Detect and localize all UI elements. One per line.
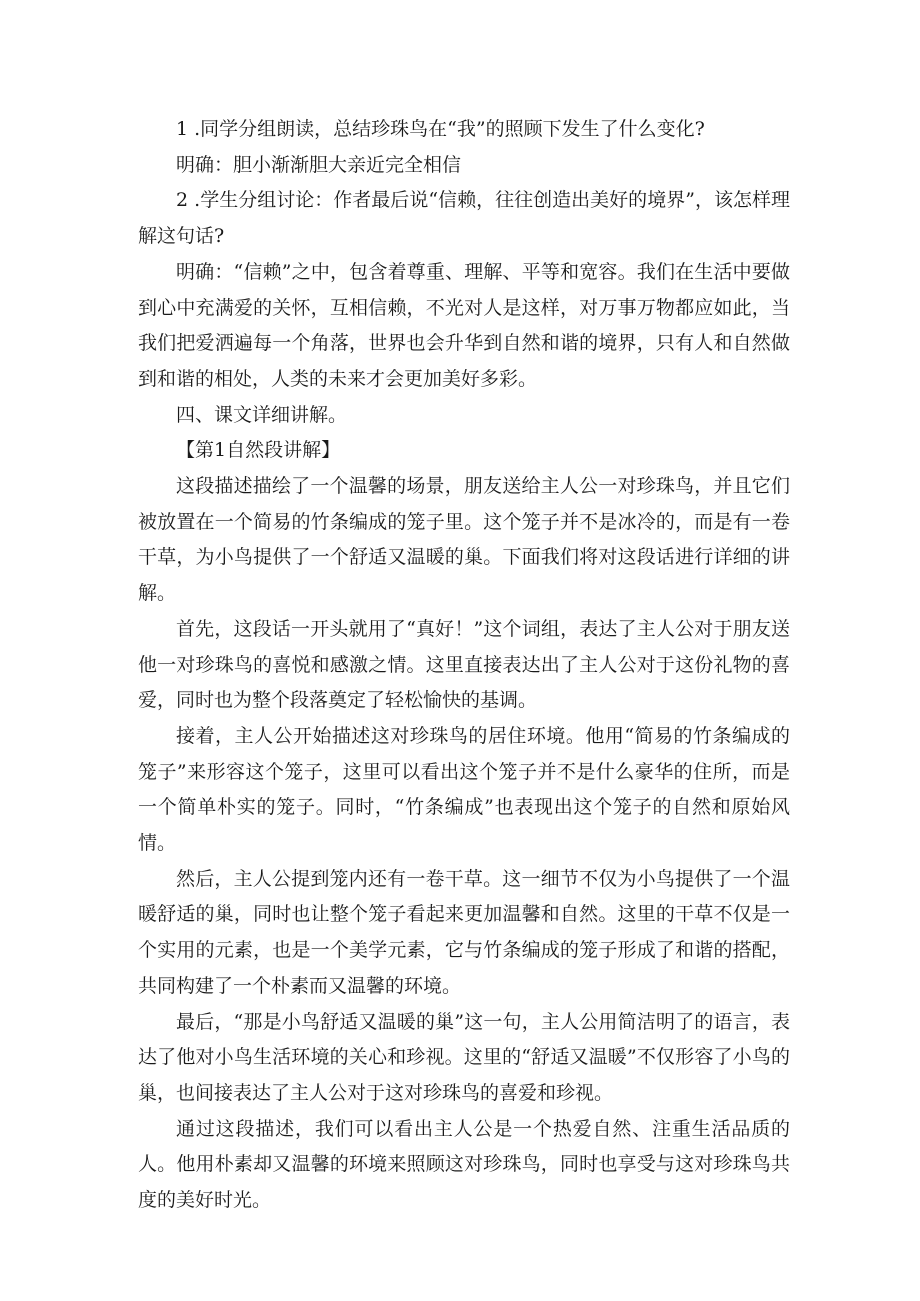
paragraph-intro: 这段描述描绘了一个温馨的场景，朋友送给主人公一对珍珠鸟，并且它们被放置在一个简易的竹条编成的笼子里。这个笼子并不是冰冷的，而是有一卷干草，为小鸟提供了一个舒适又温暖的巢。下面我们将对这段话进行详细的讲解。 <box>138 475 790 605</box>
document-page <box>138 112 790 1219</box>
question-1: 1 .同学分组朗读，总结珍珠鸟在“我”的照顾下发生了什么变化? <box>176 118 705 140</box>
subsection-heading: 【第1自然段讲解】 <box>176 439 341 462</box>
answer-2: 明确：“信赖”之中，包含着尊重、理解、平等和宽容。我们在生活中要做到心中充满爱的关怀，互相信赖，不光对人是这样，对万事万物都应如此，当我们把爱洒遍每一个角落，世界也会升华到自然和谐的境界，只有人和自然做到和谐的相处，人类的未来才会更加美好多彩。 <box>138 260 790 390</box>
paragraph-next: 接着，主人公开始描述这对珍珠鸟的居住环境。他用“简易的竹条编成的笼子”来形容这个笼子，这里可以看出这个笼子并不是什么豪华的住所，而是一个简单朴实的笼子。同时，“竹条编成”也表现出这个笼子的自然和原始风情。 <box>138 724 790 855</box>
paragraph-finally: 最后，“那是小鸟舒适又温暖的巢”这一句，主人公用简洁明了的语言，表达了他对小鸟生活环境的关心和珍视。这里的“舒适又温暖”不仅形容了小鸟的巢，也间接表达了主人公对于这对珍珠鸟的喜爱和珍视。 <box>138 1010 790 1104</box>
section-heading: 四、课文详细讲解。 <box>176 403 348 426</box>
answer-1: 明确：胆小渐渐胆大亲近完全相信 <box>176 153 462 176</box>
paragraph-then: 然后，主人公提到笼内还有一卷干草。这一细节不仅为小鸟提供了一个温暖舒适的巢，同时也让整个笼子看起来更加温馨和自然。这里的干草不仅是一个实用的元素，也是一个美学元素，它与竹条编成的笼子形成了和谐的搭配，共同构建了一个朴素而又温馨的环境。 <box>138 867 790 997</box>
paragraph-conclusion: 通过这段描述，我们可以看出主人公是一个热爱自然、注重生活品质的人。他用朴素却又温馨的环境来照顾这对珍珠鸟，同时也享受与这对珍珠鸟共度的美好时光。 <box>138 1117 790 1212</box>
question-2: 2 .学生分组讨论：作者最后说“信赖，往往创造出美好的境界”，该怎样理解这句话? <box>138 189 790 248</box>
paragraph-first: 首先，这段话一开头就用了“真好！”这个词组，表达了主人公对于朋友送他一对珍珠鸟的喜悦和感激之情。这里直接表达出了主人公对于这份礼物的喜爱，同时也为整个段落奠定了轻松愉快的基调。 <box>138 617 790 712</box>
